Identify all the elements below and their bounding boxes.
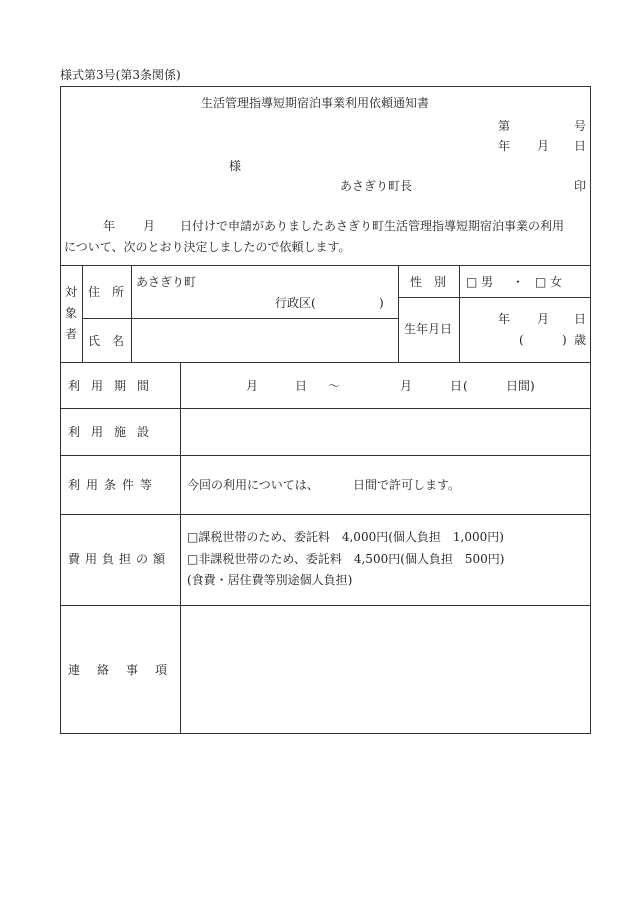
age-open: (: [519, 333, 524, 347]
date-month: 月: [537, 139, 550, 153]
subject-label: 対 象 者: [64, 285, 77, 341]
period-label: 利用期間: [68, 379, 161, 393]
issuer-seal: 印: [574, 179, 587, 193]
doc-number-go: 号: [574, 119, 587, 133]
form-number: 様式第3号(第3条関係): [60, 68, 181, 82]
rule-label-column-v: [180, 362, 181, 734]
gender-female-checkbox[interactable]: □ 女: [535, 275, 563, 289]
rule-notes-top: [60, 605, 591, 606]
period-month2: 月: [400, 379, 413, 393]
name-label: 氏 名: [88, 334, 125, 348]
conditions-label: 利用条件等: [68, 478, 159, 492]
rule-gender-dob-h: [398, 297, 591, 298]
intro-line2: について、次のとおり決定しましたので依頼します。: [64, 240, 351, 254]
period-day1: 日: [295, 379, 308, 393]
address-label: 住 所: [88, 285, 125, 299]
address-value[interactable]: あさぎり町: [136, 275, 197, 289]
facility-label: 利用施設: [68, 425, 161, 439]
notes-label: 連絡事項: [68, 663, 185, 677]
period-days: 日間): [506, 379, 535, 393]
rule-subject-field-v: [131, 265, 132, 362]
cost-taxable-checkbox[interactable]: □課税世帯のため、委託料 4,000円(個人負担 1,000円): [187, 530, 504, 544]
document-title: 生活管理指導短期宿泊事業利用依頼通知書: [200, 96, 429, 110]
rule-facility-top: [60, 408, 591, 409]
facility-field[interactable]: [183, 410, 588, 453]
period-tilde: 〜: [328, 379, 341, 393]
dob-year: 年: [498, 312, 511, 326]
dob-month: 月: [537, 312, 550, 326]
cost-nontaxable-checkbox[interactable]: □非課税世帯のため、委託料 4,500円(個人負担 500円): [187, 552, 505, 566]
conditions-text-b: 日間で許可します。: [353, 478, 461, 492]
intro-year: 年: [103, 219, 116, 233]
date-year: 年: [498, 139, 511, 153]
gender-dot: ・: [512, 275, 525, 289]
age-close: ): [562, 333, 567, 347]
date-day: 日: [574, 139, 587, 153]
rule-subject-right-v: [459, 265, 460, 362]
period-month1: 月: [246, 379, 259, 393]
period-day2: 日: [450, 379, 463, 393]
rule-conditions-top: [60, 455, 591, 456]
gender-male-checkbox[interactable]: □ 男: [466, 275, 494, 289]
age-unit: 歳: [574, 333, 587, 347]
dob-day: 日: [574, 312, 587, 326]
rule-subject-mid-v: [398, 265, 399, 362]
rule-cost-top: [60, 514, 591, 515]
district-label: 行政区(: [275, 296, 316, 310]
issuer-name: あさぎり町長: [340, 179, 413, 193]
rule-subject-top: [60, 265, 591, 266]
rule-address-name-h: [82, 318, 398, 319]
cost-label: 費用負担の額: [68, 552, 171, 566]
intro-line1: 日付けで申請がありましたあさぎり町生活管理指導短期宿泊事業の利用: [180, 219, 565, 233]
intro-month: 月: [143, 219, 156, 233]
doc-number-dai: 第: [498, 119, 511, 133]
cost-note: (食費・居住費等別途個人負担): [187, 573, 353, 587]
rule-subject-label-v: [82, 265, 83, 362]
name-field[interactable]: [133, 320, 396, 360]
rule-period-top: [60, 362, 591, 363]
notes-field[interactable]: [183, 607, 588, 732]
district-close: ): [379, 296, 384, 310]
dob-label: 生年月日: [404, 322, 453, 336]
gender-label: 性 別: [410, 275, 447, 289]
conditions-text-a: 今回の利用については、: [187, 478, 319, 492]
period-paren-open: (: [463, 379, 468, 393]
addressee-sama: 様: [229, 159, 242, 173]
